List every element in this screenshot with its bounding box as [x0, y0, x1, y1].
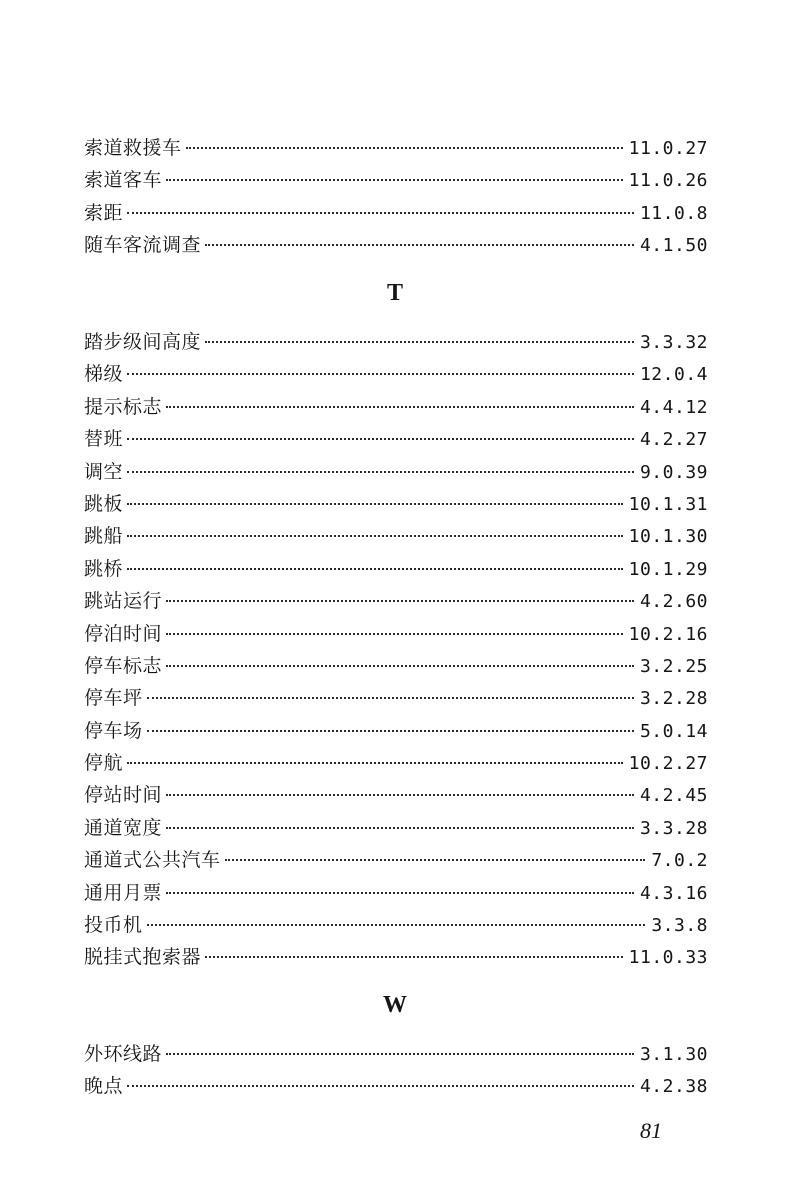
entry-reference: 10.1.31: [628, 493, 708, 515]
entry-reference: 10.1.29: [628, 558, 708, 580]
entry-term: 跳站运行: [84, 590, 163, 613]
entry-term: 跳板: [84, 492, 124, 515]
index-entry: [84, 877, 708, 909]
entry-term: 停车场: [84, 719, 143, 742]
entry-term: 跳桥: [84, 557, 124, 580]
index-entry: [84, 358, 708, 390]
dot-leader: [127, 535, 623, 537]
dot-leader: [166, 406, 634, 408]
dot-leader: [166, 794, 634, 796]
entry-term: 晚点: [84, 1075, 124, 1098]
dot-leader: [127, 1085, 634, 1087]
entry-term: 停车标志: [84, 654, 163, 677]
entry-reference: 5.0.14: [639, 720, 708, 742]
page-number: 81: [640, 1118, 662, 1143]
entry-reference: 3.3.28: [639, 817, 708, 839]
index-group-w: [84, 1038, 708, 1103]
entry-term: 外环线路: [84, 1043, 163, 1065]
index-entry: [84, 909, 708, 941]
entry-term: 脱挂式抱索器: [84, 946, 202, 969]
entry-reference: 4.2.38: [639, 1076, 708, 1098]
index-entry: [84, 682, 708, 714]
dot-leader: [205, 244, 634, 246]
dot-leader: [127, 212, 634, 214]
entry-term: 提示标志: [84, 395, 163, 418]
index-entry: [84, 779, 708, 811]
dot-leader: [166, 600, 634, 602]
dot-leader: [166, 892, 634, 894]
entry-reference: 12.0.4: [639, 364, 708, 386]
entry-reference: 9.0.39: [639, 461, 708, 483]
entry-reference: 4.1.50: [639, 235, 708, 257]
dot-leader: [166, 827, 634, 829]
index-entry: [84, 941, 708, 973]
entry-reference: 11.0.27: [628, 138, 708, 159]
entry-reference: 3.3.8: [651, 915, 708, 937]
entry-term: 索距: [84, 201, 124, 224]
index-entry: [84, 423, 708, 455]
index-entry: [84, 391, 708, 423]
index-entry: [84, 132, 708, 164]
index-entry: [84, 456, 708, 488]
index-entry: [84, 618, 708, 650]
entry-reference: 4.3.16: [639, 882, 708, 904]
entry-reference: 7.0.2: [651, 850, 708, 872]
entry-term: 跳船: [84, 525, 124, 548]
dot-leader: [166, 633, 623, 635]
index-entry: [84, 197, 708, 229]
dot-leader: [127, 503, 623, 505]
entry-reference: 3.2.25: [639, 655, 708, 677]
index-entry: [84, 715, 708, 747]
entry-term: 踏步级间高度: [84, 331, 202, 353]
index-entry: [84, 164, 708, 196]
dot-leader: [225, 859, 646, 861]
dot-leader: [127, 373, 634, 375]
entry-reference: 3.2.28: [639, 688, 708, 710]
dot-leader: [147, 924, 646, 926]
index-entry: [84, 585, 708, 617]
dot-leader: [127, 438, 634, 440]
index-entry: [84, 812, 708, 844]
index-entry: [84, 488, 708, 520]
index-group-t: [84, 326, 708, 974]
dot-leader: [205, 341, 634, 343]
index-entry: [84, 229, 708, 261]
entry-reference: 10.2.27: [628, 753, 708, 775]
entry-reference: 11.0.33: [628, 947, 708, 969]
entry-term: 停航: [84, 752, 124, 775]
dot-leader: [127, 471, 634, 473]
entry-reference: 4.2.45: [639, 785, 708, 807]
entry-term: 替班: [84, 428, 124, 451]
entry-reference: 10.2.16: [628, 623, 708, 645]
entry-term: 停车坪: [84, 687, 143, 710]
entry-term: 梯级: [84, 363, 124, 386]
entry-reference: 4.4.12: [639, 396, 708, 418]
index-entry: [84, 650, 708, 682]
section-letter-w: W: [383, 992, 407, 1018]
entry-term: 调空: [84, 460, 124, 483]
entry-reference: 3.3.32: [639, 332, 708, 353]
dot-leader: [127, 762, 623, 764]
entry-term: 投币机: [84, 914, 143, 937]
entry-term: 通用月票: [84, 881, 163, 904]
entry-term: 随车客流调查: [84, 234, 202, 257]
entry-term: 索道客车: [84, 169, 163, 192]
entry-term: 通道宽度: [84, 816, 163, 839]
index-entry: [84, 326, 708, 358]
dot-leader: [166, 179, 623, 181]
entry-reference: 3.1.30: [639, 1044, 708, 1065]
entry-reference: 4.2.60: [639, 591, 708, 613]
index-entry: [84, 1038, 708, 1070]
dot-leader: [147, 697, 634, 699]
index-entry: [84, 747, 708, 779]
index-group-s: [84, 132, 708, 262]
entry-term: 停站时间: [84, 784, 163, 807]
entry-term: 通道式公共汽车: [84, 849, 221, 872]
dot-leader: [147, 730, 634, 732]
index-entry: [84, 520, 708, 552]
index-entry: [84, 844, 708, 876]
entry-term: 停泊时间: [84, 622, 163, 645]
section-letter-t: T: [386, 280, 403, 306]
dot-leader: [205, 956, 623, 958]
entry-reference: 4.2.27: [639, 429, 708, 451]
dot-leader: [166, 665, 634, 667]
dot-leader: [127, 568, 623, 570]
entry-reference: 10.1.30: [628, 526, 708, 548]
entry-term: 索道救援车: [84, 137, 182, 159]
index-entry: [84, 1070, 708, 1102]
dot-leader: [186, 147, 623, 149]
index-entry: [84, 553, 708, 585]
dot-leader: [166, 1053, 634, 1055]
entry-reference: 11.0.8: [639, 202, 708, 224]
entry-reference: 11.0.26: [628, 170, 708, 192]
